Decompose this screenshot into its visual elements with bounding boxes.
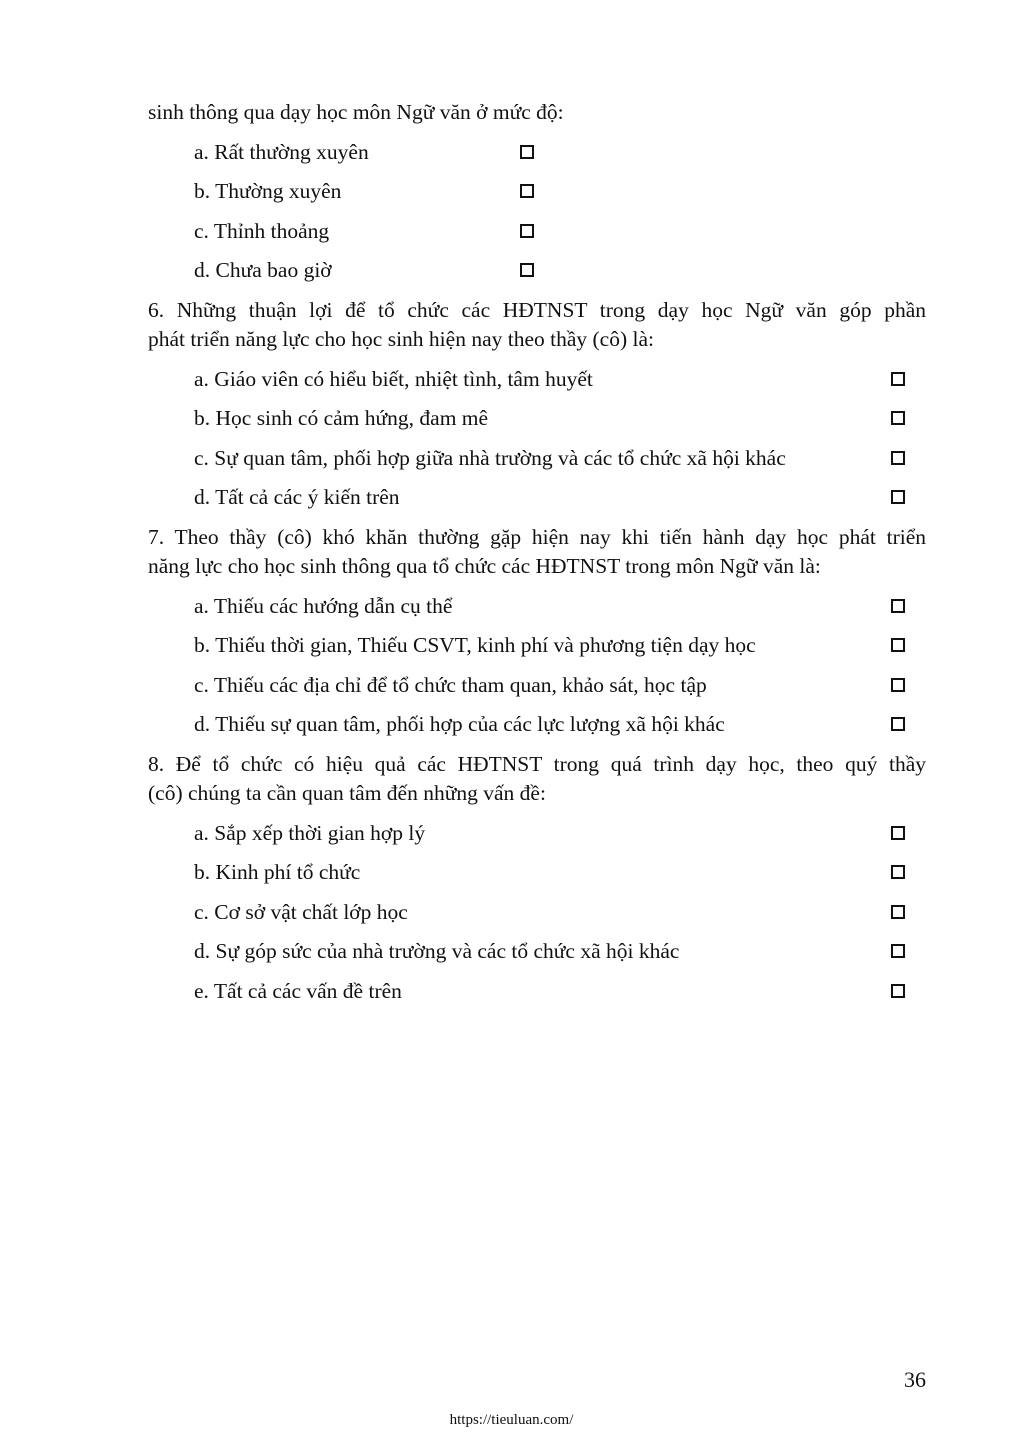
q5-checkbox-a[interactable] <box>520 145 534 159</box>
q8-question-line-2: (cô) chúng ta cần quan tâm đến những vấn đề: <box>148 781 546 805</box>
q7-checkbox-d[interactable] <box>891 717 905 731</box>
q7-option-b: b. Thiếu thời gian, Thiếu CSVT, kinh phí và phương tiện dạy học <box>194 633 756 657</box>
q6-checkbox-c[interactable] <box>891 451 905 465</box>
q7-option-a: a. Thiếu các hướng dẫn cụ thể <box>194 594 453 618</box>
q6-option-d: d. Tất cả các ý kiến trên <box>194 485 400 509</box>
q7-checkbox-a[interactable] <box>891 599 905 613</box>
q5-checkbox-c[interactable] <box>520 224 534 238</box>
q8-checkbox-d[interactable] <box>891 944 905 958</box>
q8-option-d: d. Sự góp sức của nhà trường và các tổ chức xã hội khác <box>194 939 680 963</box>
q6-question-line-2: phát triển năng lực cho học sinh hiện nay theo thầy (cô) là: <box>148 327 654 351</box>
q6-option-b: b. Học sinh có cảm hứng, đam mê <box>194 406 489 430</box>
q8-question-line-1: 8. Để tổ chức có hiệu quả các HĐTNST trong quá trình dạy học, theo quý thầy <box>148 752 926 776</box>
q6-checkbox-a[interactable] <box>891 372 905 386</box>
q5-option-c: c. Thỉnh thoảng <box>194 219 330 243</box>
q7-checkbox-b[interactable] <box>891 638 905 652</box>
q5-option-d: d. Chưa bao giờ <box>194 258 332 282</box>
q6-checkbox-b[interactable] <box>891 411 905 425</box>
q8-checkbox-a[interactable] <box>891 826 905 840</box>
q5-option-b: b. Thường xuyên <box>194 179 342 203</box>
q5-checkbox-b[interactable] <box>520 184 534 198</box>
q7-question-line-1: 7. Theo thầy (cô) khó khăn thường gặp hiện nay khi tiến hành dạy học phát triển <box>148 525 926 549</box>
q8-checkbox-e[interactable] <box>891 984 905 998</box>
q5-checkbox-d[interactable] <box>520 263 534 277</box>
page-number: 36 <box>904 1367 926 1392</box>
q6-checkbox-d[interactable] <box>891 490 905 504</box>
footer-url[interactable]: https://tieuluan.com/ <box>449 1412 574 1428</box>
q7-option-d: d. Thiếu sự quan tâm, phối hợp của các lực lượng xã hội khác <box>194 712 725 736</box>
q8-option-c: c. Cơ sở vật chất lớp học <box>194 900 408 924</box>
q7-question-line-2: năng lực cho học sinh thông qua tổ chức các HĐTNST trong môn Ngữ văn là: <box>148 554 821 578</box>
q6-option-a: a. Giáo viên có hiểu biết, nhiệt tình, tâm huyết <box>194 367 593 391</box>
q8-option-b: b. Kinh phí tổ chức <box>194 860 361 884</box>
q8-option-a: a. Sắp xếp thời gian hợp lý <box>194 821 426 845</box>
q8-option-e: e. Tất cả các vấn đề trên <box>194 979 402 1003</box>
intro-line: sinh thông qua dạy học môn Ngữ văn ở mức độ: <box>148 100 564 124</box>
q5-option-a: a. Rất thường xuyên <box>194 140 369 164</box>
q8-checkbox-c[interactable] <box>891 905 905 919</box>
q7-checkbox-c[interactable] <box>891 678 905 692</box>
q6-question-line-1: 6. Những thuận lợi để tổ chức các HĐTNST trong dạy học Ngữ văn góp phần <box>148 298 926 322</box>
q8-checkbox-b[interactable] <box>891 865 905 879</box>
q6-option-c: c. Sự quan tâm, phối hợp giữa nhà trường và các tổ chức xã hội khác <box>194 446 786 470</box>
q7-option-c: c. Thiếu các địa chỉ để tổ chức tham quan, khảo sát, học tập <box>194 673 707 697</box>
